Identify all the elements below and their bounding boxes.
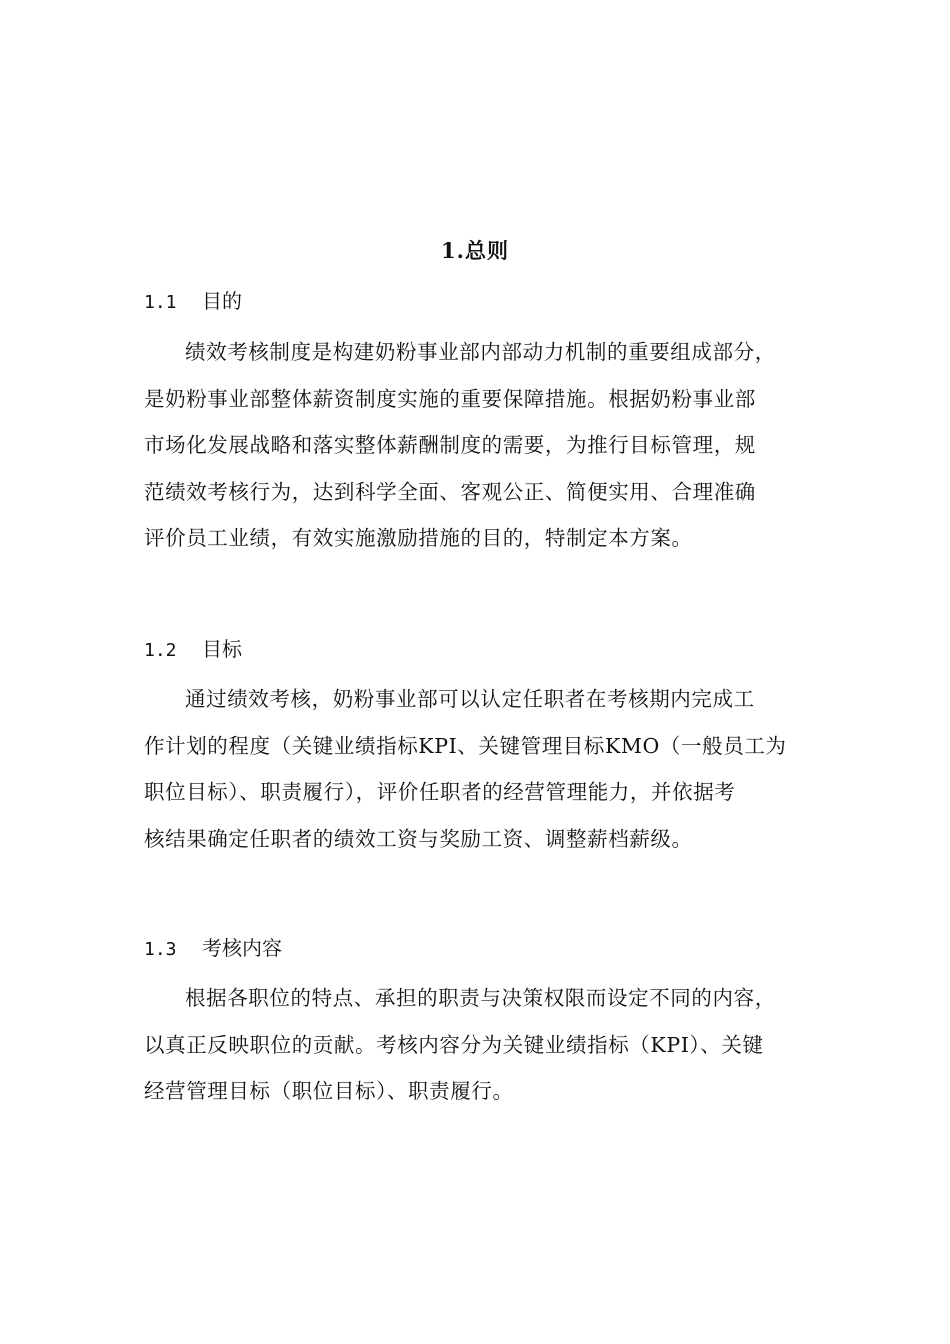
section-title: 目的 (202, 289, 242, 313)
paragraph-line: 绩效考核制度是构建奶粉事业部内部动力机制的重要组成部分， (185, 340, 776, 364)
section-paragraph-1-3 (144, 975, 824, 1115)
section-number: 1.2 (144, 640, 177, 661)
section-heading-1-3 (144, 933, 282, 965)
paragraph-line: 作计划的程度（关键业绩指标KPI、关键管理目标KMO（一般员工为 (144, 733, 787, 758)
paragraph-line: 根据各职位的特点、承担的职责与决策权限而设定不同的内容， (185, 986, 776, 1010)
paragraph-line: 通过绩效考核，奶粉事业部可以认定任职者在考核期内完成工 (185, 687, 755, 711)
section-paragraph-1-1 (144, 329, 824, 562)
paragraph-line: 市场化发展战略和落实整体薪酬制度的需要，为推行目标管理，规 (144, 433, 756, 457)
document-title: 1.总则 (441, 238, 509, 263)
paragraph-line: 范绩效考核行为，达到科学全面、客观公正、简便实用、合理准确 (144, 479, 756, 504)
section-paragraph-1-2 (144, 676, 824, 862)
section-heading-1-1 (144, 286, 242, 318)
section-heading-1-2 (144, 634, 242, 666)
paragraph-line: 是奶粉事业部整体薪资制度实施的重要保障措施。根据奶粉事业部 (144, 386, 756, 411)
paragraph-line: 职位目标）、职责履行），评价任职者的经营管理能力，并依据考 (144, 780, 736, 804)
section-number: 1.1 (144, 292, 177, 313)
paragraph-line: 以真正反映职位的贡献。考核内容分为关键业绩指标（KPI）、关键 (144, 1032, 764, 1057)
paragraph-line: 经营管理目标（职位目标）、职责履行。 (144, 1079, 514, 1103)
section-title: 考核内容 (202, 936, 282, 960)
section-number: 1.3 (144, 939, 177, 960)
section-title: 目标 (202, 637, 242, 661)
paragraph-line: 核结果确定任职者的绩效工资与奖励工资、调整薪档薪级。 (144, 826, 693, 851)
paragraph-line: 评价员工业绩，有效实施激励措施的目的，特制定本方案。 (144, 526, 693, 550)
